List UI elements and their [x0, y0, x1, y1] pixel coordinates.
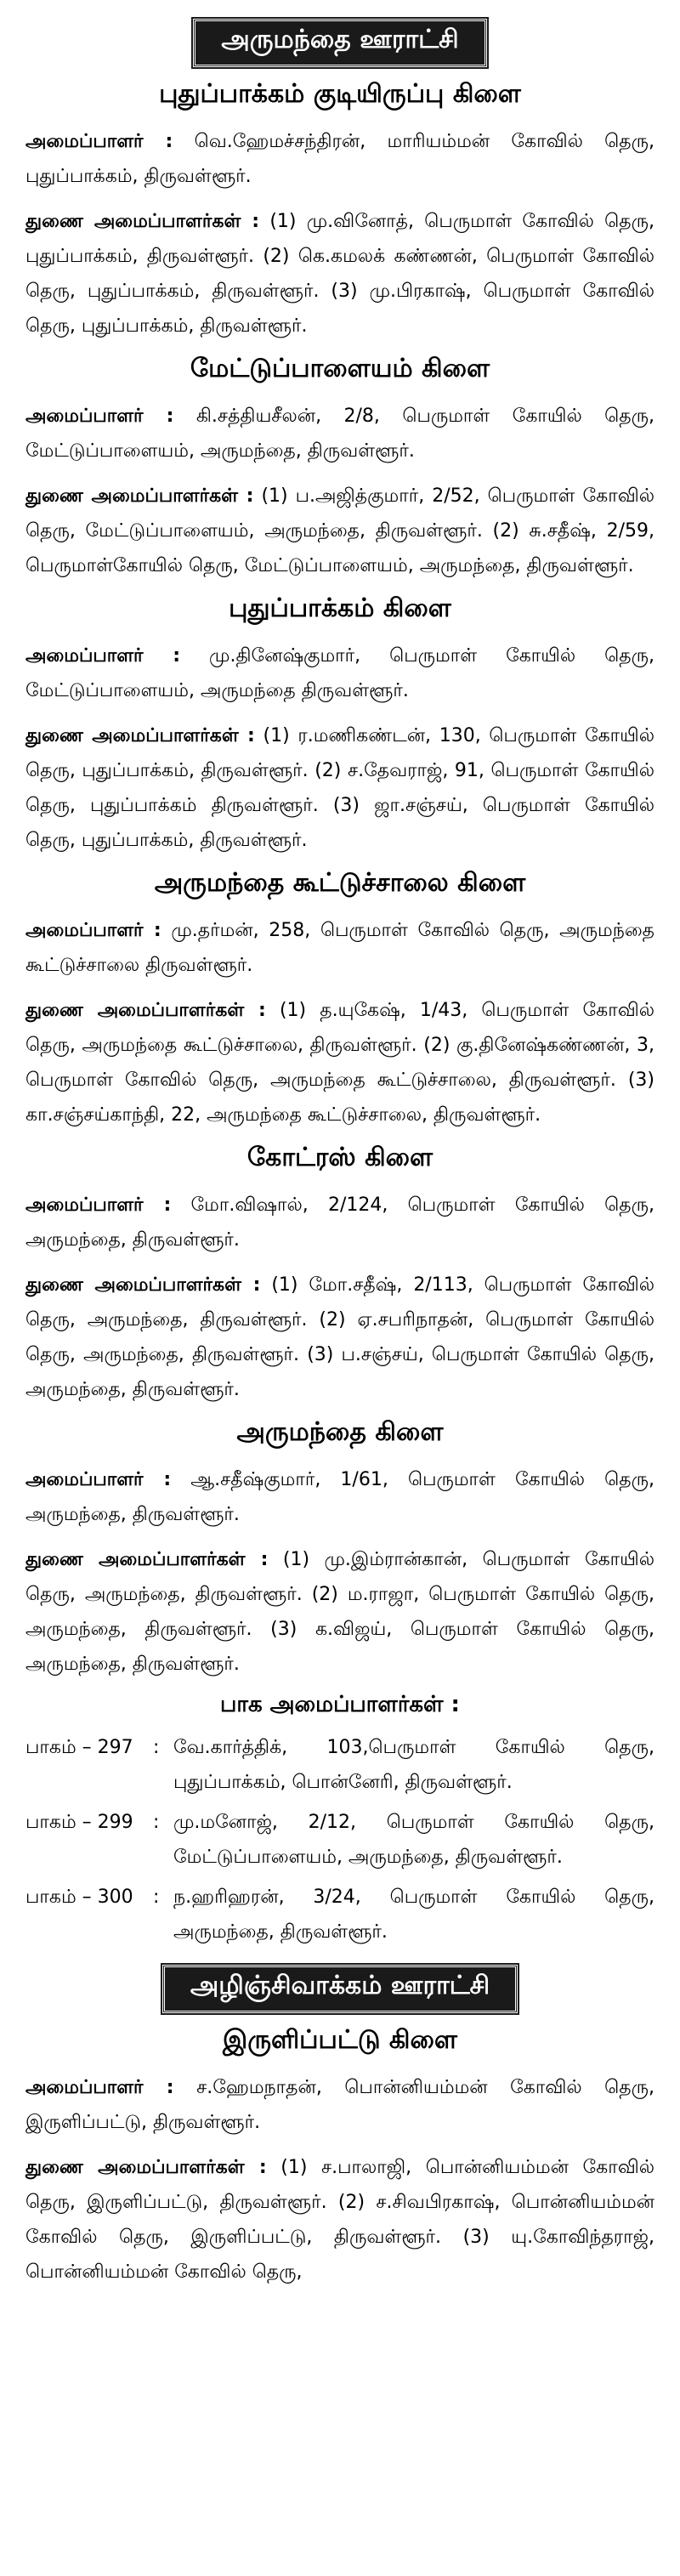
- deputy-entry: [26, 1542, 654, 1682]
- organizer-entry: [26, 124, 654, 194]
- deputy-role-label: துணை அமைப்பாளர்கள் :: [26, 1000, 266, 1021]
- organizer-role-label: அமைப்பாளர் :: [26, 406, 174, 427]
- deputy-role-label: துணை அமைப்பாளர்கள் :: [26, 725, 255, 746]
- booth-separator: :: [153, 1737, 160, 1758]
- deputy-details: (1) மு.வினோத், பெருமாள் கோவில் தெரு, புதுப்பாக்கம், திருவள்ளூர். (2) கெ.கமலக் கண்ணன், பெருமாள் கோவில் தெரு, புதுப்பாக்கம், திருவள்ளூர். (3) மு.பிரகாஷ், பெருமாள் கோவில் தெரு, புதுப்பாக்கம், திருவள்ளூர்.: [26, 211, 655, 337]
- organizer-role-label: அமைப்பாளர் :: [26, 1194, 172, 1216]
- branch-title: புதுப்பாக்கம் குடியிருப்பு கிளை: [159, 79, 521, 109]
- deputy-details: (1) மோ.சதீஷ், 2/113, பெருமாள் கோவில் தெரு, அருமந்தை, திருவள்ளூர். (2) ஏ.சபரிநாதன், பெருமாள் கோயில் தெரு, அருமந்தை, திருவள்ளூர். (3) ப.சஞ்சய், பெருமாள் கோயில் தெரு, அருமந்தை, திருவள்ளூர்.: [26, 1274, 655, 1400]
- branch-title: புதுப்பாக்கம் கிளை: [229, 593, 451, 623]
- deputy-entry: [26, 993, 654, 1132]
- organizer-role-label: அமைப்பாளர் :: [26, 1469, 172, 1490]
- deputy-details: (1) த.யுகேஷ், 1/43, பெருமாள் கோவில் தெரு, அருமந்தை கூட்டுச்சாலை, திருவள்ளூர். (2) கு.தினேஷ்கண்ணன், 3, பெருமாள் கோவில் தெரு, அருமந்தை கூட்டுச்சாலை, திருவள்ளூர். (3) கா.சஞ்சய்காந்தி, 22, அருமந்தை கூட்டுச்சாலை, திருவள்ளூர்.: [26, 1000, 654, 1126]
- branch-section: [26, 79, 654, 343]
- deputy-role-label: துணை அமைப்பாளர்கள் :: [26, 485, 254, 507]
- organizer-entry: [26, 1462, 654, 1532]
- panchayat-title: அருமந்தை ஊராட்சி: [193, 19, 486, 67]
- branch-title: அருமந்தை கிளை: [236, 1417, 444, 1447]
- deputy-details: (1) மு.இம்ரான்கான், பெருமாள் கோயில் தெரு, அருமந்தை, திருவள்ளூர். (2) ம.ராஜா, பெருமாள் கோயில் தெரு, அருமந்தை, திருவள்ளூர். (3) க.விஜய், பெருமாள் கோயில் தெரு, அருமந்தை, திருவள்ளூர்.: [26, 1549, 654, 1675]
- organizer-entry: [26, 399, 654, 468]
- booth-organizers-heading: பாக அமைப்பாளர்கள் :: [220, 1692, 460, 1717]
- panchayat-title-banner: [26, 19, 654, 67]
- booth-row: [26, 1730, 654, 1800]
- deputy-entry: [26, 204, 654, 343]
- branch-section: [26, 868, 654, 1132]
- deputy-role-label: துணை அமைப்பாளர்கள் :: [26, 2157, 267, 2178]
- booth-organizers-section: [26, 1692, 654, 1949]
- deputy-details: (1) ர.மணிகண்டன், 130, பெருமாள் கோயில் தெரு, புதுப்பாக்கம், திருவள்ளூர். (2) ச.தேவராஜ், 91, பெருமாள் கோயில் தெரு, புதுப்பாக்கம் திருவள்ளூர். (3) ஜா.சஞ்சய், பெருமாள் கோயில் தெரு, புதுப்பாக்கம், திருவள்ளூர்.: [26, 725, 654, 851]
- organizer-role-label: அமைப்பாளர் :: [26, 131, 173, 152]
- branch-section: [26, 1417, 654, 1682]
- booth-number: பாகம் – 299: [26, 1812, 133, 1833]
- booth-number: பாகம் – 297: [26, 1737, 133, 1758]
- deputy-entry: [26, 1268, 654, 1407]
- branch-title: இருளிப்பட்டு கிளை: [223, 2025, 457, 2055]
- deputy-role-label: துணை அமைப்பாளர்கள் :: [26, 1549, 269, 1570]
- booth-row: [26, 1880, 654, 1949]
- deputy-entry: [26, 479, 654, 583]
- branch-title: மேட்டுப்பாளையம் கிளை: [190, 354, 490, 383]
- organizer-entry: [26, 1188, 654, 1257]
- deputy-details: (1) ச.பாலாஜி, பொன்னியம்மன் கோவில் தெரு, இருளிப்பட்டு, திருவள்ளூர். (2) ச.சிவபிரகாஷ், பொன்னியம்மன் கோவில் தெரு, இருளிப்பட்டு, திருவள்ளூர். (3) யு.கோவிந்தராஜ், பொன்னியம்மன் கோவில் தெரு,: [26, 2157, 655, 2283]
- organizer-entry: [26, 913, 654, 983]
- deputy-role-label: துணை அமைப்பாளர்கள் :: [26, 1274, 261, 1296]
- branch-section: [26, 1143, 654, 1407]
- booth-organizer-details: வே.கார்த்திக், 103,பெருமாள் கோயில் தெரு, புதுப்பாக்கம், பொன்னேரி, திருவள்ளூர்.: [173, 1737, 654, 1793]
- branch-section: [26, 593, 654, 858]
- deputy-entry: [26, 718, 654, 858]
- organizer-details: மு.தினேஷ்குமார், பெருமாள் கோயில் தெரு, மேட்டுப்பாளையம், அருமந்தை திருவள்ளூர்.: [26, 645, 654, 701]
- booth-separator: :: [153, 1887, 160, 1908]
- branch-section: [26, 354, 654, 583]
- booth-row: [26, 1805, 654, 1875]
- branch-title: அருமந்தை கூட்டுச்சாலை கிளை: [154, 868, 526, 898]
- organizer-details: ஆ.சதீஷ்குமார், 1/61, பெருமாள் கோயில் தெரு, அருமந்தை, திருவள்ளூர்.: [26, 1469, 654, 1525]
- booth-organizer-details: மு.மனோஜ், 2/12, பெருமாள் கோயில் தெரு, மேட்டுப்பாளையம், அருமந்தை, திருவள்ளூர்.: [173, 1812, 654, 1868]
- booth-organizer-details: ந.ஹரிஹரன், 3/24, பெருமாள் கோயில் தெரு, அருமந்தை, திருவள்ளூர்.: [173, 1887, 654, 1943]
- deputy-entry: [26, 2150, 654, 2289]
- organizer-role-label: அமைப்பாளர் :: [26, 2077, 174, 2098]
- booth-number: பாகம் – 300: [26, 1887, 133, 1908]
- booth-separator: :: [153, 1812, 160, 1833]
- organizer-details: மு.தர்மன், 258, பெருமாள் கோவில் தெரு, அருமந்தை கூட்டுச்சாலை திருவள்ளூர்.: [26, 920, 654, 976]
- branch-title: கோட்ரஸ் கிளை: [246, 1143, 434, 1172]
- organizer-details: மோ.விஷால், 2/124, பெருமாள் கோயில் தெரு, அருமந்தை, திருவள்ளூர்.: [26, 1194, 654, 1251]
- organizer-role-label: அமைப்பாளர் :: [26, 645, 181, 667]
- panchayat-title-banner: [26, 1965, 654, 2013]
- organizer-entry: [26, 638, 654, 708]
- deputy-role-label: துணை அமைப்பாளர்கள் :: [26, 211, 260, 232]
- organizer-entry: [26, 2070, 654, 2140]
- panchayat-title: அழிஞ்சிவாக்கம் ஊராட்சி: [162, 1965, 518, 2013]
- branch-section: [26, 2025, 654, 2289]
- organizer-role-label: அமைப்பாளர் :: [26, 920, 162, 941]
- deputy-details: (1) ப.அஜித்குமார், 2/52, பெருமாள் கோவில் தெரு, மேட்டுப்பாளையம், அருமந்தை, திருவள்ளூர். (2) சு.சதீஷ், 2/59, பெருமாள்கோயில் தெரு, மேட்டுப்பாளையம், அருமந்தை, திருவள்ளூர்.: [26, 485, 654, 576]
- organizer-details: வெ.ஹேமச்சந்திரன், மாரியம்மன் கோவில் தெரு, புதுப்பாக்கம், திருவள்ளூர்.: [26, 131, 654, 187]
- organizer-details: ச.ஹேமநாதன், பொன்னியம்மன் கோவில் தெரு, இருளிப்பட்டு, திருவள்ளூர்.: [26, 2077, 654, 2133]
- organizer-details: கி.சத்தியசீலன், 2/8, பெருமாள் கோயில் தெரு, மேட்டுப்பாளையம், அருமந்தை, திருவள்ளூர்.: [26, 406, 654, 462]
